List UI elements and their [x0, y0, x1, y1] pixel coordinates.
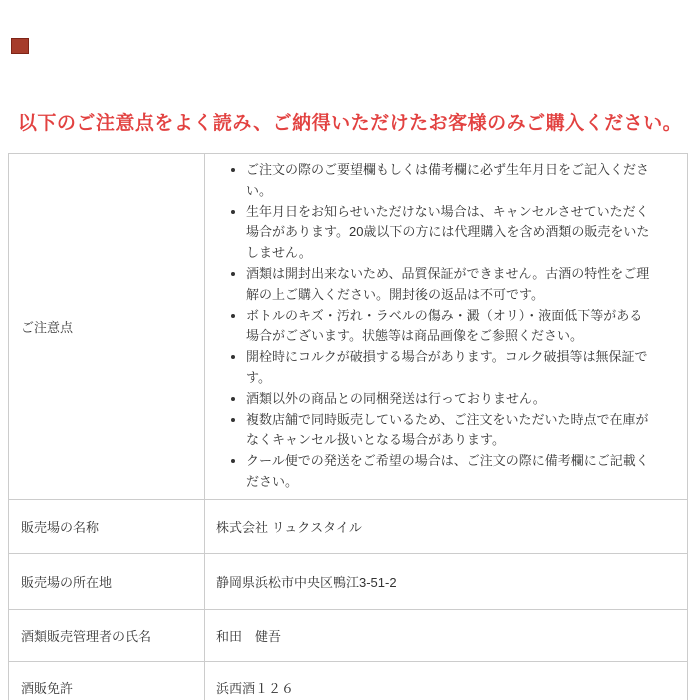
note-item: • ご注文の際のご要望欄もしくは備考欄に必ず生年月日をご記入ください。 — [246, 160, 655, 202]
notes-row-label: ご注意点 — [9, 154, 205, 500]
table-row-sales-manager — [9, 609, 688, 661]
note-item: • ボトルのキズ・汚れ・ラベルの傷み・澱（オリ）・液面低下等がある場合がございます。状態等は商品画像をご参照ください。 — [246, 306, 655, 348]
liquor-sales-info-table — [8, 153, 688, 700]
note-item: • 生年月日をお知らせいただけない場合は、キャンセルさせていただく場合があります。20歳以下の方には代理購入を含め酒類の販売をいたしません。 — [246, 202, 655, 264]
sales-manager-value: 和田 健吾 — [205, 609, 688, 661]
sales-manager-label: 酒類販売管理者の氏名 — [9, 609, 205, 661]
table-row-shop-address — [9, 553, 688, 609]
shop-address-value: 静岡県浜松市中央区鴨江3-51-2 — [205, 553, 688, 609]
notes-bullet-list — [216, 160, 673, 493]
note-item: • 酒類は開封出来ないため、品質保証ができません。古酒の特性をご理解の上ご購入ください。開封後の返品は不可です。 — [246, 264, 655, 306]
shop-address-label: 販売場の所在地 — [9, 553, 205, 609]
table-row-liquor-license — [9, 661, 688, 700]
purchase-warning-heading: 以下のご注意点をよく読み、ご納得いただけたお客様のみご購入ください。 — [17, 113, 683, 134]
notes-row-content — [205, 154, 688, 500]
note-item: • クール便での発送をご希望の場合は、ご注文の際に備考欄にご記載ください。 — [246, 451, 655, 493]
shop-name-value: 株式会社 リュクスタイル — [205, 499, 688, 553]
note-item: • 酒類以外の商品との同梱発送は行っておりません。 — [246, 389, 655, 410]
liquor-license-label: 酒販免許 — [9, 661, 205, 700]
table-row-notes — [9, 154, 688, 500]
corner-red-mark — [11, 38, 29, 54]
shop-name-label: 販売場の名称 — [9, 499, 205, 553]
table-row-shop-name — [9, 499, 688, 553]
liquor-license-value: 浜西酒１２６ — [205, 661, 688, 700]
note-item: • 開栓時にコルクが破損する場合があります。コルク破損等は無保証です。 — [246, 347, 655, 389]
note-item: • 複数店舗で同時販売しているため、ご注文をいただいた時点で在庫がなくキャンセル扱いとなる場合があります。 — [246, 410, 655, 452]
